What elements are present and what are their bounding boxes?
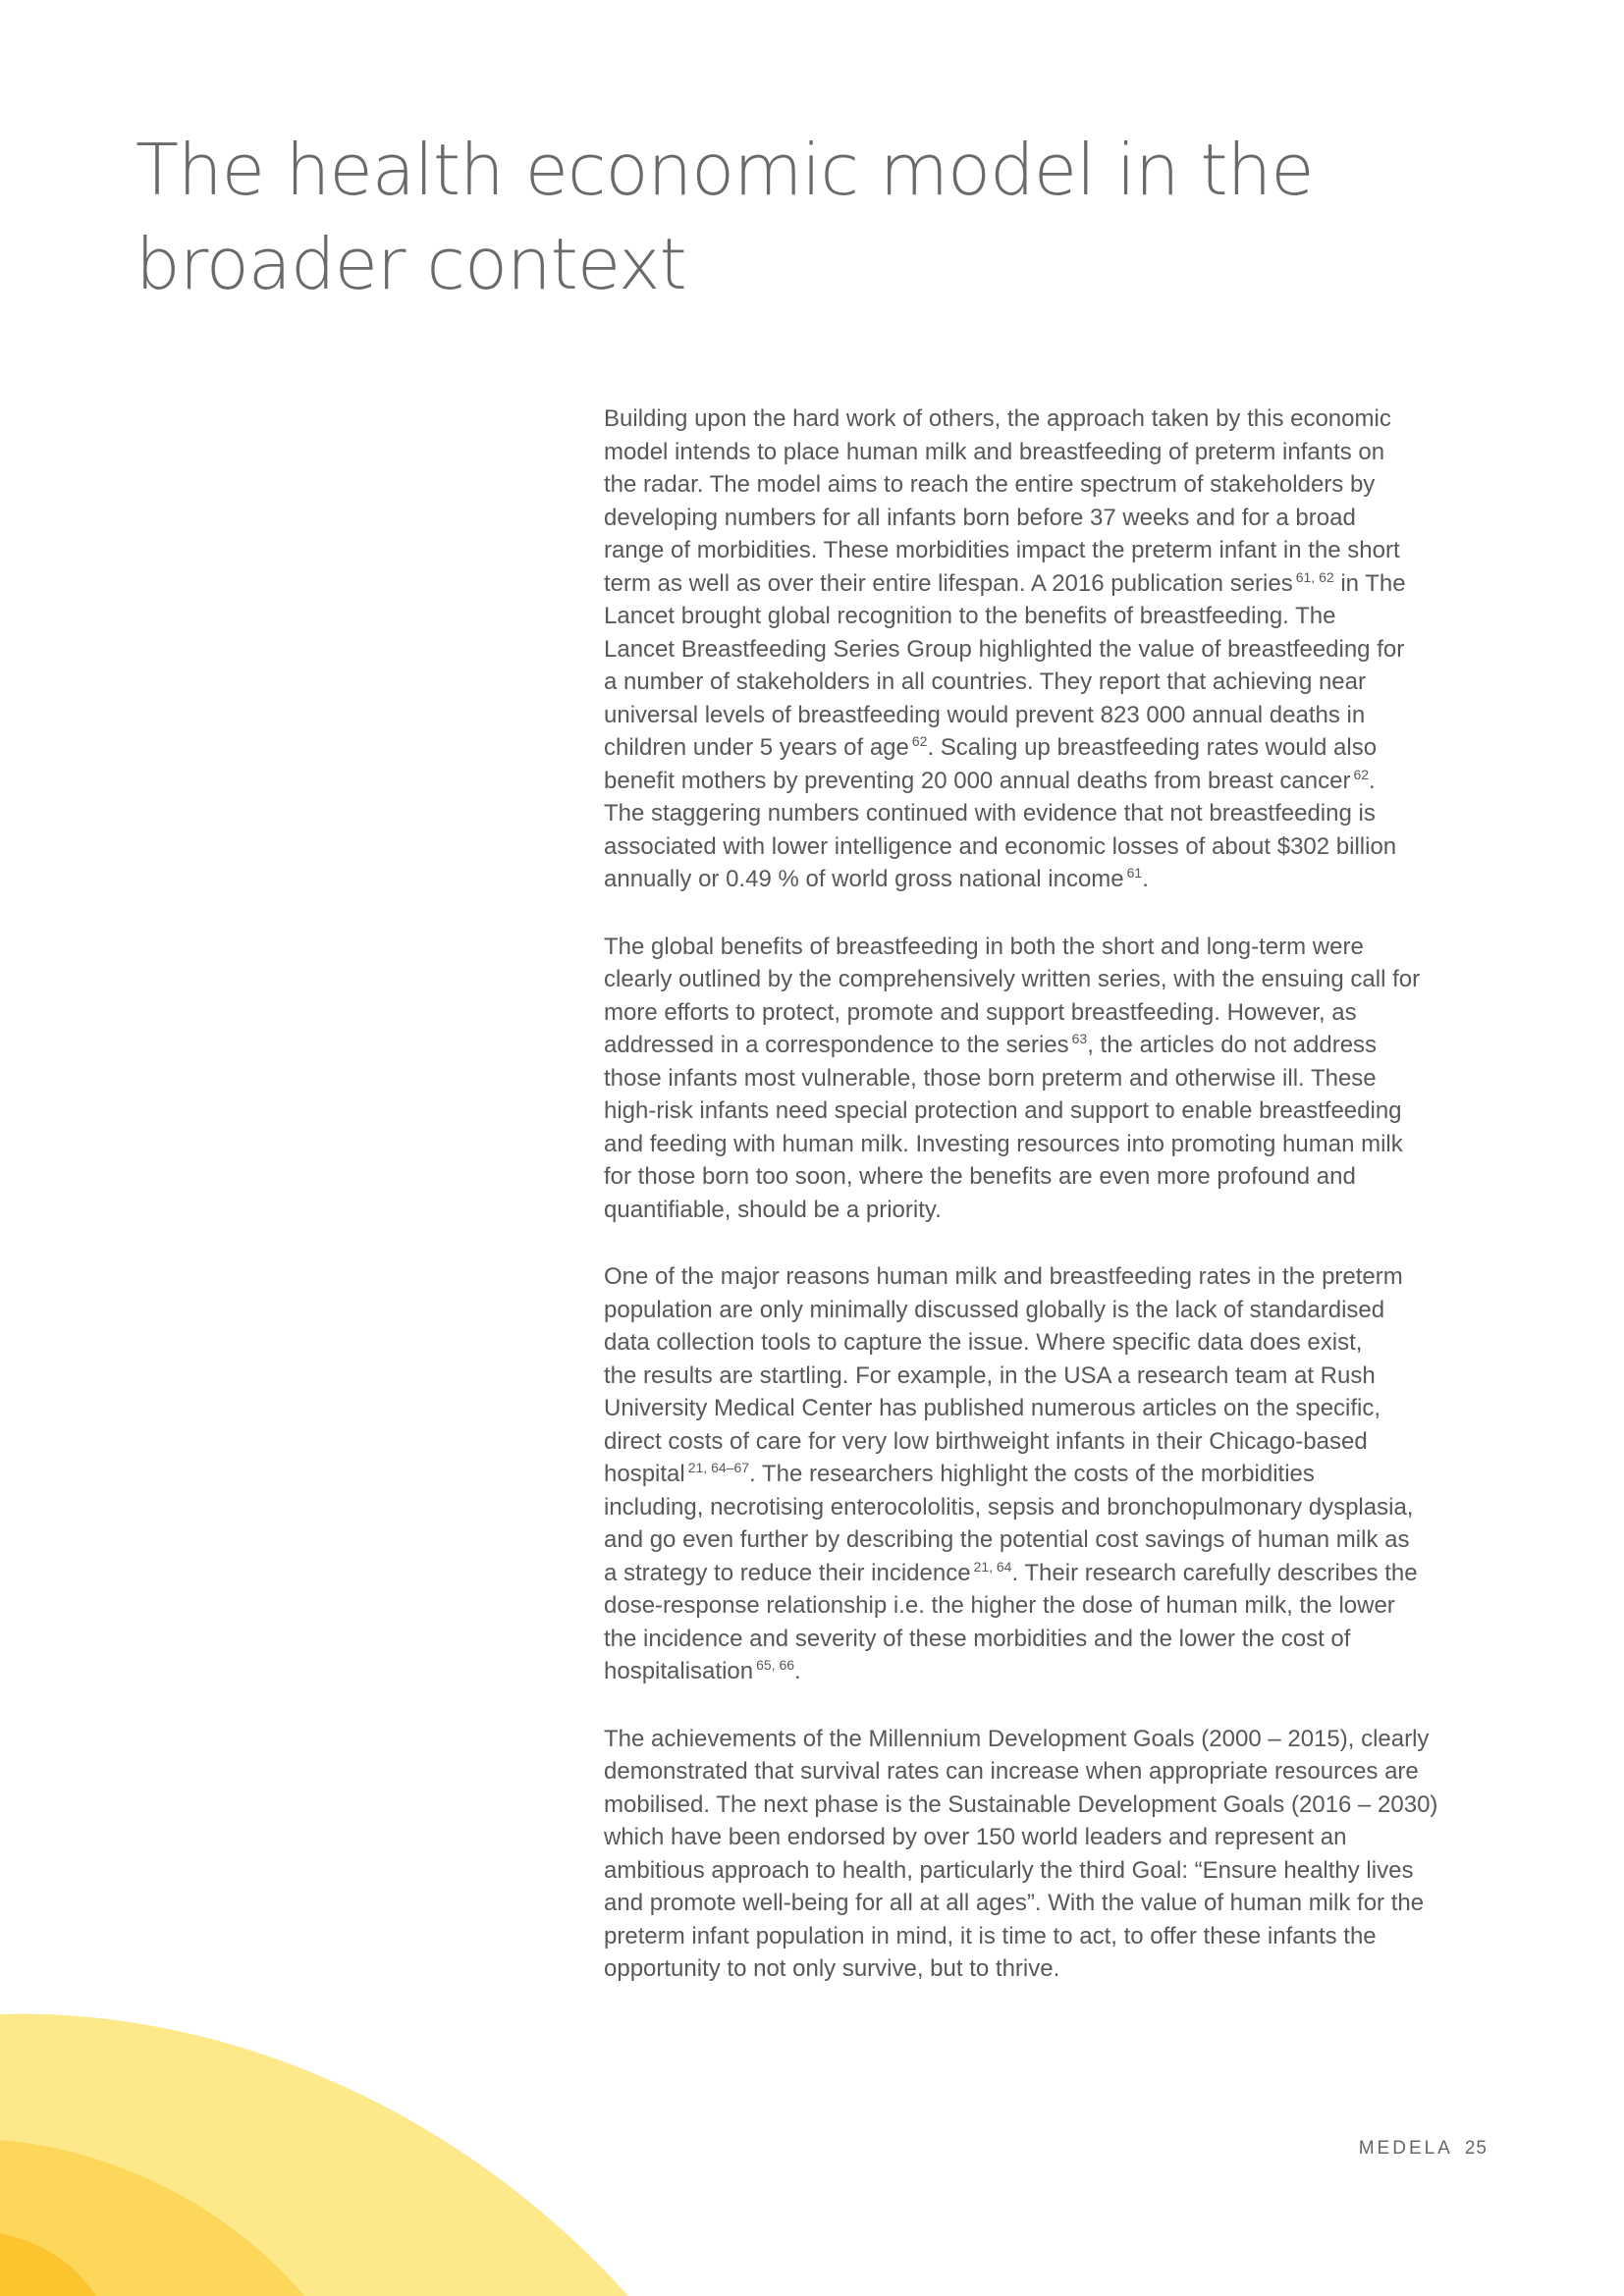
text-line — [604, 1260, 1497, 1294]
title-line: The health economic model in the — [135, 129, 1314, 211]
body-paragraph — [604, 1260, 1497, 1688]
text-line — [604, 534, 1497, 567]
page-title — [135, 123, 1314, 311]
citation-superscript: 21, 64 — [973, 1558, 1012, 1575]
text-line — [604, 1755, 1497, 1789]
text-segment: which have been endorsed by over 150 world leaders and represent an — [604, 1824, 1347, 1850]
text-segment: benefit mothers by preventing 20 000 annual deaths from breast cancer — [604, 767, 1351, 794]
text-segment: mobilised. The next phase is the Sustainable Development Goals (2016 – 2030) — [604, 1790, 1438, 1818]
text-segment: . — [794, 1658, 801, 1684]
text-segment: hospitalisation — [604, 1658, 754, 1684]
text-segment: . The researchers highlight the costs of the morbidities — [749, 1461, 1315, 1487]
text-line — [604, 1029, 1497, 1062]
text-segment: the results are startling. For example, in the USA a research team at Rush — [604, 1362, 1376, 1389]
text-line — [604, 963, 1497, 996]
text-line — [604, 1655, 1497, 1688]
text-segment: preterm infant population in mind, it is time to act, to offer these infants the — [604, 1922, 1377, 1949]
text-segment: . Scaling up breastfeeding rates would also — [927, 734, 1378, 761]
text-line — [604, 996, 1497, 1030]
text-segment: annually or 0.49 % of world gross national income — [604, 866, 1124, 892]
text-line — [604, 1723, 1497, 1756]
text-line — [604, 1360, 1497, 1393]
text-segment: high-risk infants need special protection and support to enable breastfeeding — [604, 1097, 1402, 1124]
text-segment: in The — [1333, 569, 1406, 597]
page-number: 25 — [1464, 2138, 1488, 2159]
text-segment: more efforts to protect, promote and support breastfeeding. However, as — [604, 998, 1357, 1026]
citation-superscript: 65, 66 — [756, 1657, 795, 1673]
text-line — [604, 600, 1497, 633]
text-segment: model intends to place human milk and breastfeeding of preterm infants on — [604, 438, 1385, 465]
citation-superscript: 62 — [1353, 766, 1370, 782]
body-text — [604, 402, 1497, 2020]
text-segment: , the articles do not address — [1087, 1032, 1378, 1058]
text-line — [604, 1557, 1497, 1590]
text-segment: clearly outlined by the comprehensively written series, with the ensuing call for — [604, 966, 1421, 992]
body-paragraph — [604, 1723, 1497, 1986]
text-segment: ambitious approach to health, particularly the third Goal: “Ensure healthy lives — [604, 1856, 1414, 1884]
text-segment: term as well as over their entire lifespan. A 2016 publication series — [604, 569, 1293, 597]
text-line — [604, 731, 1497, 765]
text-segment: One of the major reasons human milk and breastfeeding rates in the preterm — [604, 1263, 1403, 1290]
text-line — [604, 567, 1497, 601]
text-segment: The global benefits of breastfeeding in both the short and long-term were — [604, 933, 1364, 960]
text-line — [604, 633, 1497, 667]
text-segment: opportunity to not only survive, but to thrive. — [604, 1955, 1060, 1982]
text-segment: Lancet brought global recognition to the benefits of breastfeeding. The — [604, 603, 1336, 629]
text-line — [604, 1425, 1497, 1459]
text-line — [604, 1160, 1497, 1194]
text-line — [604, 436, 1497, 469]
text-segment: children under 5 years of age — [604, 734, 909, 761]
text-segment: those infants most vulnerable, those born preterm and otherwise ill. These — [604, 1064, 1377, 1092]
text-line — [604, 402, 1497, 436]
text-line — [604, 931, 1497, 964]
text-segment: hospital — [604, 1461, 685, 1487]
text-segment: population are only minimally discussed globally is the lack of standardised — [604, 1296, 1385, 1323]
text-segment: including, necrotising enterocololitis, sepsis and bronchopulmonary dysplasia, — [604, 1493, 1414, 1521]
text-line — [604, 830, 1497, 864]
text-line — [604, 1920, 1497, 1953]
text-line — [604, 1623, 1497, 1656]
text-segment: Lancet Breastfeeding Series Group highlighted the value of breastfeeding for — [604, 635, 1405, 663]
text-line — [604, 502, 1497, 535]
text-segment: dose-response relationship i.e. the higher the dose of human milk, the lower — [604, 1592, 1395, 1619]
citation-superscript: 21, 64–67 — [687, 1460, 750, 1475]
text-segment: addressed in a correspondence to the series — [604, 1032, 1069, 1058]
text-line — [604, 765, 1497, 798]
footer-brand: MEDELA — [1358, 2138, 1453, 2159]
text-line — [604, 1887, 1497, 1920]
citation-superscript: 61 — [1126, 865, 1143, 881]
text-segment: a strategy to reduce their incidence — [604, 1559, 971, 1586]
text-line — [604, 1294, 1497, 1327]
text-segment: quantifiable, should be a priority. — [604, 1196, 942, 1223]
text-line — [604, 1523, 1497, 1557]
page-footer — [1359, 2138, 1488, 2160]
text-line — [604, 1491, 1497, 1524]
text-line — [604, 1821, 1497, 1854]
text-line — [604, 1095, 1497, 1128]
text-segment: a number of stakeholders in all countries. They report that achieving near — [604, 668, 1366, 695]
text-segment: for those born too soon, where the benefits are even more profound and — [604, 1163, 1356, 1190]
text-segment: University Medical Center has published numerous articles on the specific, — [604, 1395, 1381, 1421]
text-segment: the incidence and severity of these morbidities and the lower the cost of — [604, 1625, 1351, 1652]
text-segment: universal levels of breastfeeding would prevent 823 000 annual deaths in — [604, 701, 1366, 728]
text-segment: and promote well-being for all at all ages”. With the value of human milk for the — [604, 1890, 1425, 1916]
title-line: broader context — [135, 223, 686, 305]
text-line — [604, 1194, 1497, 1227]
text-line — [604, 666, 1497, 699]
text-line — [604, 1789, 1497, 1822]
text-line — [604, 863, 1497, 896]
text-segment: demonstrated that survival rates can increase when appropriate resources are — [604, 1758, 1419, 1785]
text-segment: and feeding with human milk. Investing resources into promoting human milk — [604, 1130, 1403, 1157]
text-segment: developing numbers for all infants born before 37 weeks and for a broad — [604, 504, 1356, 531]
text-line — [604, 699, 1497, 732]
text-segment: The achievements of the Millennium Development Goals (2000 – 2015), clearly — [604, 1725, 1430, 1752]
body-paragraph — [604, 402, 1497, 896]
text-segment: Building upon the hard work of others, the approach taken by this economic — [604, 405, 1391, 432]
citation-superscript: 62 — [911, 733, 928, 749]
text-line — [604, 1326, 1497, 1360]
text-segment: The staggering numbers continued with evidence that not breastfeeding is — [604, 800, 1376, 827]
citation-superscript: 63 — [1071, 1031, 1088, 1046]
text-segment: direct costs of care for very low birthweight infants in their Chicago-based — [604, 1427, 1368, 1455]
text-line — [604, 1589, 1497, 1623]
text-segment: data collection tools to capture the issue. Where specific data does exist, — [604, 1329, 1363, 1356]
citation-superscript: 61, 62 — [1295, 568, 1334, 585]
body-paragraph — [604, 931, 1497, 1227]
text-segment: range of morbidities. These morbidities impact the preterm infant in the short — [604, 537, 1400, 563]
text-line — [604, 797, 1497, 830]
text-line — [604, 1854, 1497, 1888]
text-segment: . — [1142, 866, 1149, 892]
text-line — [604, 1952, 1497, 1986]
text-line — [604, 1392, 1497, 1425]
text-segment: the radar. The model aims to reach the entire spectrum of stakeholders by — [604, 471, 1376, 498]
text-line — [604, 468, 1497, 502]
text-line — [604, 1458, 1497, 1491]
text-segment: . — [1369, 767, 1376, 794]
text-segment: associated with lower intelligence and economic losses of about $302 billion — [604, 832, 1397, 860]
text-line — [604, 1062, 1497, 1095]
text-line — [604, 1128, 1497, 1161]
text-segment: and go even further by describing the potential cost savings of human milk as — [604, 1526, 1410, 1553]
text-segment: . Their research carefully describes the — [1011, 1559, 1418, 1586]
